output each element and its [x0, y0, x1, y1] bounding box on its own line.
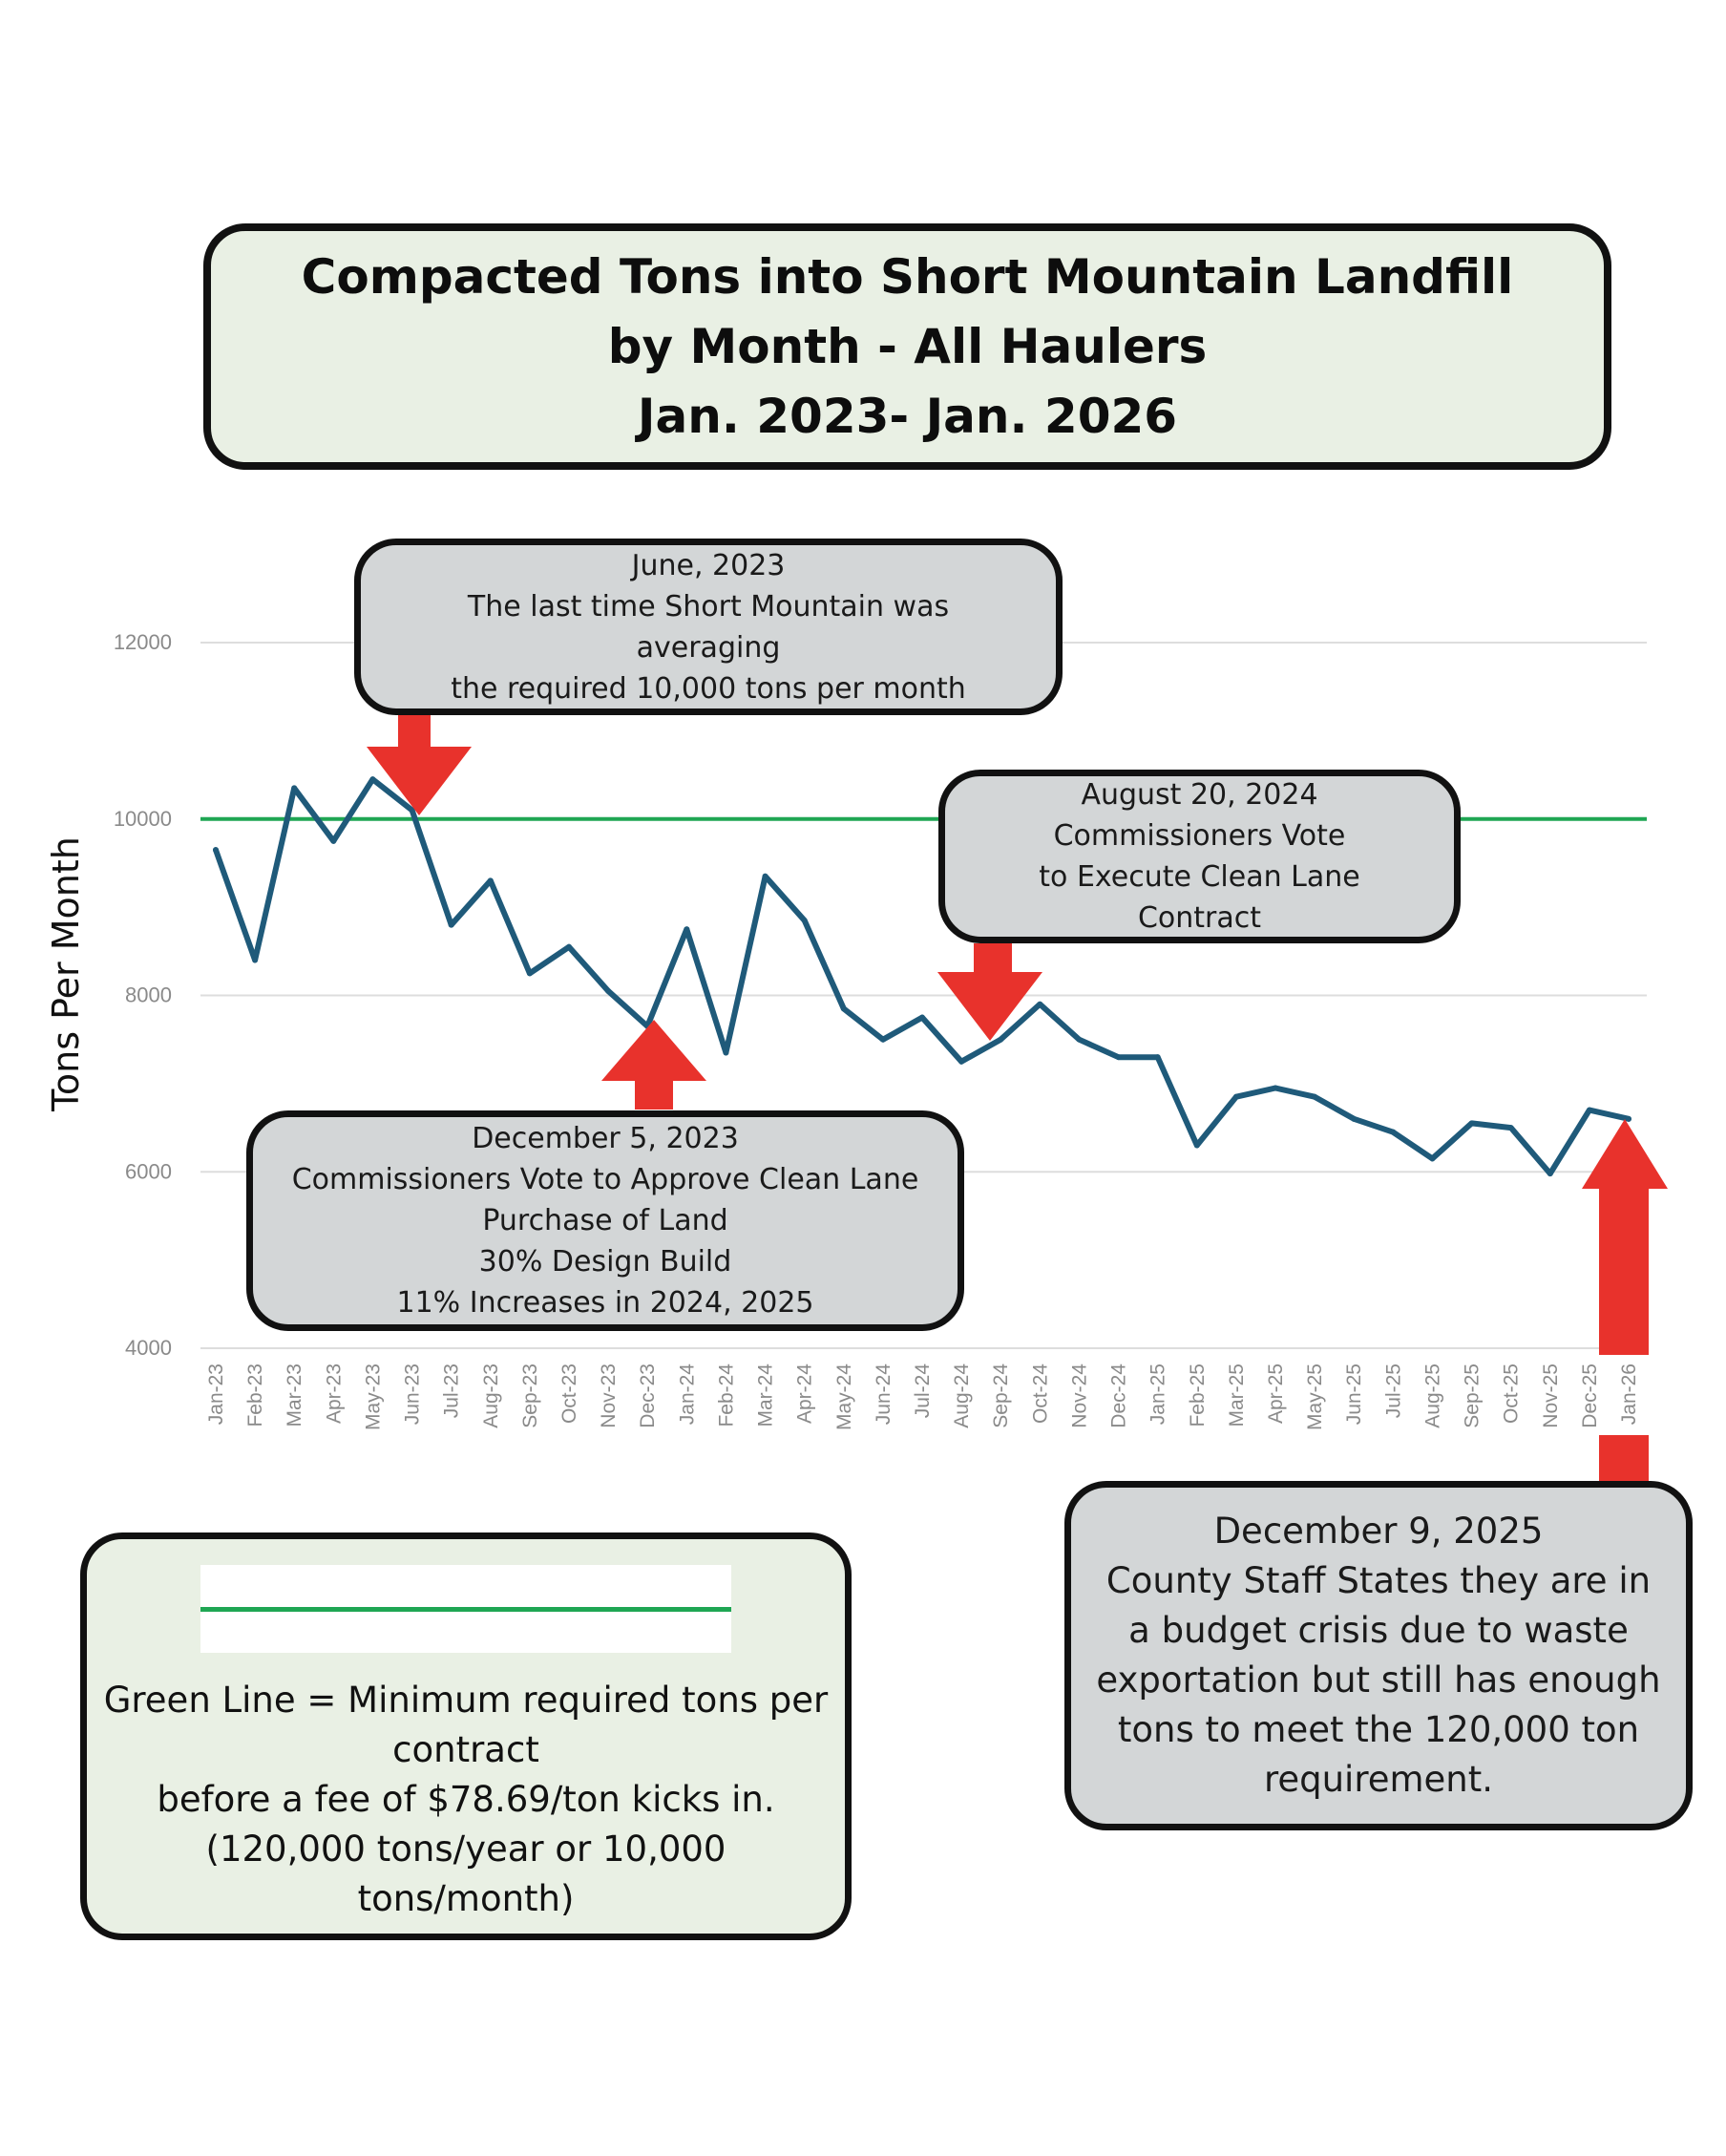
x-tick-label: Dec-23 — [637, 1363, 660, 1428]
x-tick-label: May-25 — [1304, 1363, 1327, 1431]
annotation-line: exportation but still has enough — [1096, 1659, 1661, 1701]
x-tick-label: Feb-23 — [244, 1363, 267, 1427]
arrow-down-icon — [367, 712, 472, 815]
x-tick-label: Oct-23 — [558, 1363, 580, 1425]
x-tick-label: Jan-25 — [1147, 1363, 1169, 1426]
data-point — [1469, 1120, 1475, 1126]
legend-text — [104, 1676, 829, 1924]
data-point — [1390, 1130, 1396, 1135]
x-tick-label: Nov-23 — [598, 1363, 621, 1428]
x-tick-label: Mar-25 — [1225, 1363, 1248, 1427]
annotation-line: 30% Design Build — [478, 1245, 732, 1279]
annotation-line: requirement. — [1263, 1759, 1494, 1800]
annotation-line: June, 2023 — [631, 548, 786, 582]
data-point — [1547, 1171, 1553, 1176]
x-tick-label: Jun-25 — [1343, 1363, 1366, 1426]
arrow-down-icon — [937, 943, 1042, 1041]
data-point — [1116, 1054, 1122, 1060]
annotation-line: tons to meet the 120,000 ton — [1117, 1709, 1640, 1750]
annotation-line: Purchase of Land — [482, 1204, 728, 1237]
data-point — [1194, 1143, 1200, 1149]
y-tick-label: 12000 — [113, 630, 172, 654]
annotation-line: Commissioners Vote to Approve Clean Lane — [291, 1163, 919, 1196]
x-tick-label: Aug-24 — [951, 1363, 974, 1428]
green-line-sample — [200, 1607, 731, 1612]
data-point — [958, 1059, 964, 1065]
data-point — [330, 838, 336, 844]
y-tick-label: 10000 — [113, 806, 172, 831]
legend-line: before a fee of $78.69/ton kicks in. — [157, 1779, 775, 1820]
x-tick-label: Oct-24 — [1029, 1363, 1052, 1425]
data-point — [1626, 1116, 1631, 1122]
data-point — [684, 926, 689, 932]
x-tick-label: Jul-24 — [912, 1363, 934, 1419]
annotation-dec-2025 — [1064, 1481, 1693, 1830]
annotation-line: Contract — [1137, 901, 1262, 935]
annotation-line: a budget crisis due to waste — [1128, 1610, 1629, 1651]
x-tick-label: Nov-24 — [1068, 1363, 1091, 1428]
x-tick-label: Apr-23 — [323, 1363, 346, 1425]
data-point — [1312, 1094, 1317, 1100]
data-point — [919, 1015, 925, 1021]
x-tick-label: Feb-25 — [1186, 1363, 1209, 1427]
data-point — [1155, 1054, 1161, 1060]
data-point — [1233, 1094, 1239, 1100]
x-tick-label: May-23 — [362, 1363, 385, 1431]
x-tick-label: Jan-23 — [205, 1363, 227, 1426]
data-point — [213, 847, 219, 853]
annotation-line: Commissioners Vote — [1053, 819, 1346, 853]
annotation-line: December 5, 2023 — [472, 1122, 739, 1155]
y-axis-ticks — [114, 630, 172, 1360]
data-point — [841, 1005, 847, 1011]
y-axis-label: Tons Per Month — [45, 836, 87, 1111]
data-point — [369, 776, 375, 782]
x-tick-label: Sep-24 — [990, 1363, 1013, 1428]
annotation-line: to Execute Clean Lane — [1039, 860, 1360, 894]
data-point — [1351, 1116, 1357, 1122]
x-tick-label: Sep-23 — [518, 1363, 541, 1428]
x-tick-label: May-24 — [832, 1363, 855, 1431]
x-tick-label: Mar-23 — [284, 1363, 306, 1427]
x-tick-label: Jun-24 — [872, 1363, 895, 1426]
data-point — [252, 958, 258, 963]
title-line-3: Jan. 2023- Jan. 2026 — [637, 388, 1178, 444]
annotation-line: December 9, 2025 — [1213, 1511, 1544, 1552]
data-point — [763, 874, 768, 879]
x-tick-label: Oct-25 — [1500, 1363, 1523, 1425]
x-tick-label: Dec-24 — [1107, 1363, 1130, 1428]
data-point — [488, 877, 494, 883]
y-tick-label: 4000 — [125, 1336, 172, 1360]
data-point — [291, 785, 297, 791]
x-tick-label: Aug-25 — [1421, 1363, 1444, 1428]
annotation-line: The last time Short Mountain was — [467, 589, 950, 624]
x-tick-label: Jan-26 — [1618, 1363, 1640, 1426]
legend-swatch — [200, 1565, 731, 1653]
annotation-line: averaging — [636, 630, 781, 665]
x-tick-label: Jul-23 — [440, 1363, 463, 1419]
annotation-line: the required 10,000 tons per month — [451, 671, 966, 706]
x-tick-label: Nov-25 — [1539, 1363, 1562, 1428]
data-point — [527, 970, 533, 976]
data-point — [1273, 1085, 1278, 1090]
annotation-aug-2024 — [938, 770, 1461, 943]
annotation-line: 11% Increases in 2024, 2025 — [396, 1286, 814, 1320]
x-tick-label: Aug-23 — [479, 1363, 502, 1428]
x-tick-label: Sep-25 — [1461, 1363, 1484, 1428]
data-point — [566, 944, 572, 950]
x-tick-label: Apr-25 — [1265, 1363, 1287, 1425]
data-point — [1587, 1108, 1592, 1113]
legend-line: tons/month) — [357, 1878, 575, 1919]
title-line-2: by Month - All Haulers — [607, 318, 1208, 374]
legend-box — [80, 1532, 852, 1940]
data-point — [1076, 1037, 1082, 1043]
data-point — [1037, 1002, 1042, 1007]
x-axis-ticks — [205, 1363, 1640, 1430]
y-tick-label: 6000 — [125, 1159, 172, 1184]
data-point — [1508, 1125, 1514, 1131]
x-tick-label: Mar-24 — [754, 1363, 777, 1427]
data-point — [449, 922, 454, 928]
data-point — [880, 1037, 886, 1043]
annotation-dec-2023 — [246, 1110, 964, 1331]
arrow-up-icon — [601, 1020, 706, 1110]
legend-line: (120,000 tons/year or 10,000 — [205, 1828, 726, 1870]
data-point — [802, 918, 808, 923]
x-tick-label: Apr-24 — [793, 1363, 816, 1425]
legend-line: contract — [392, 1729, 539, 1770]
data-point — [998, 1037, 1003, 1043]
data-point — [605, 988, 611, 994]
legend-line: Green Line = Minimum required tons per — [103, 1680, 829, 1721]
x-tick-label: Feb-24 — [715, 1363, 738, 1427]
data-point — [723, 1050, 728, 1056]
data-point — [1429, 1155, 1435, 1161]
x-tick-label: Jun-23 — [401, 1363, 424, 1426]
title-line-1: Compacted Tons into Short Mountain Landfill — [301, 248, 1514, 305]
annotation-line: August 20, 2024 — [1081, 778, 1318, 812]
annotation-jun-2023 — [354, 539, 1063, 715]
x-tick-label: Dec-25 — [1578, 1363, 1601, 1428]
x-tick-label: Jul-25 — [1382, 1363, 1405, 1419]
x-tick-label: Jan-24 — [676, 1363, 699, 1426]
y-tick-label: 8000 — [125, 983, 172, 1007]
annotation-line: County Staff States they are in — [1105, 1560, 1652, 1601]
